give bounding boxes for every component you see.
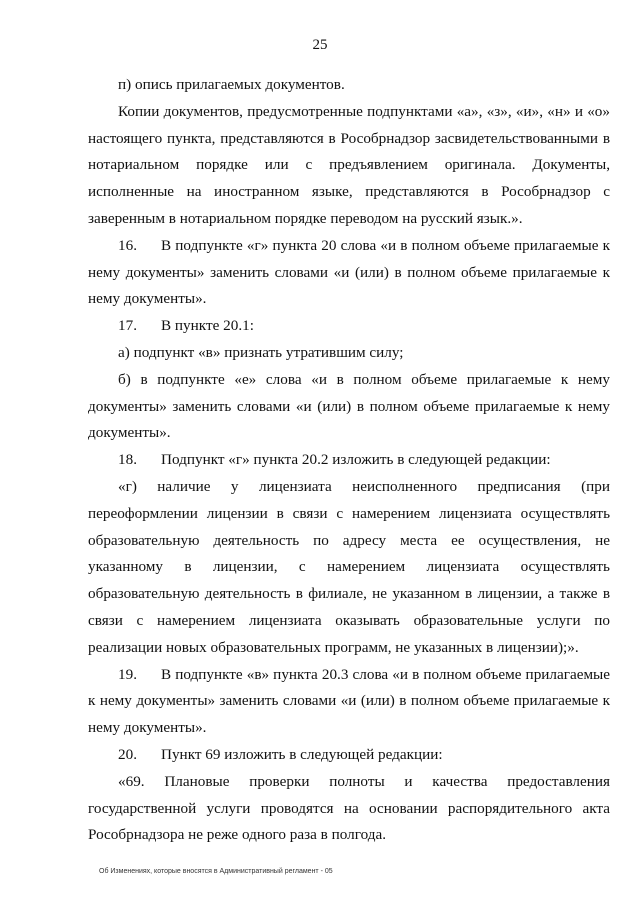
document-footer: Об Изменениях, которые вносятся в Административный регламент - 05 xyxy=(99,868,333,875)
paragraph-text: Пункт 69 изложить в следующей редакции: xyxy=(161,745,443,763)
paragraph-18 xyxy=(88,447,610,474)
paragraph-69: «69. Плановые проверки полноты и качества предоставления государственной услуги проводятся на основании распорядительного акта Рособрнадзора не реже одного раза в полгода. xyxy=(88,772,610,844)
item-number: 20. xyxy=(118,745,137,763)
paragraph-item-p: п) опись прилагаемых документов. xyxy=(118,76,345,93)
item-number: 17. xyxy=(118,317,137,335)
item-number: 16. xyxy=(118,236,137,254)
paragraph-19 xyxy=(88,662,610,742)
item-number: 18. xyxy=(118,451,137,469)
paragraph-17 xyxy=(88,313,610,340)
paragraph-20 xyxy=(88,742,610,769)
page-number: 25 xyxy=(312,37,328,53)
paragraph-17-b: б) в подпункте «е» слова «и в полном объеме прилагаемые к нему документы» заменить словами «и (или) в полном объеме прилагаемые к нему документы». xyxy=(88,370,610,442)
paragraph-text: В пункте 20.1: xyxy=(161,317,254,335)
document-body xyxy=(88,72,610,849)
paragraph-text: В подпункте «г» пункта 20 слова «и в полном объеме прилагаемые к нему документы» заменить словами «и (или) в полном объеме прилагаемые к нему документы». xyxy=(88,236,610,308)
paragraph-text: В подпункте «в» пункта 20.3 слова «и в полном объеме прилагаемые к нему документы» заменить словами «и (или) в полном объеме прилагаемые к нему документы». xyxy=(88,665,610,737)
paragraph-18-g: «г) наличие у лицензиата неисполненного предписания (при переоформлении лицензии в связи с намерением лицензиата осуществлять образовательную деятельность по адресу места ее осуществления, не указанному в лицензии, с намерением лицензиата осуществлять образовательную деятельность в филиале, не указанном в лицензии, а также в связи с намерением лицензиата оказывать образовательные услуги по реализации новых образовательных программ, не указанных в лицензии);». xyxy=(88,477,610,656)
paragraph-copies: Копии документов, предусмотренные подпунктами «а», «з», «и», «н» и «о» настоящего пункта, представляются в Рособрнадзор засвидетельствованными в нотариальном порядке или с предъявлением оригинала. Документы, исполненные на иностранном языке, представляются в Рособрнадзор с заверенным в нотариальном порядке переводом на русский язык.». xyxy=(88,102,610,227)
item-number: 19. xyxy=(118,665,137,683)
paragraph-text: Подпункт «г» пункта 20.2 изложить в следующей редакции: xyxy=(161,451,551,469)
paragraph-17-a: а) подпункт «в» признать утратившим силу; xyxy=(118,343,404,361)
paragraph-16 xyxy=(88,233,610,313)
